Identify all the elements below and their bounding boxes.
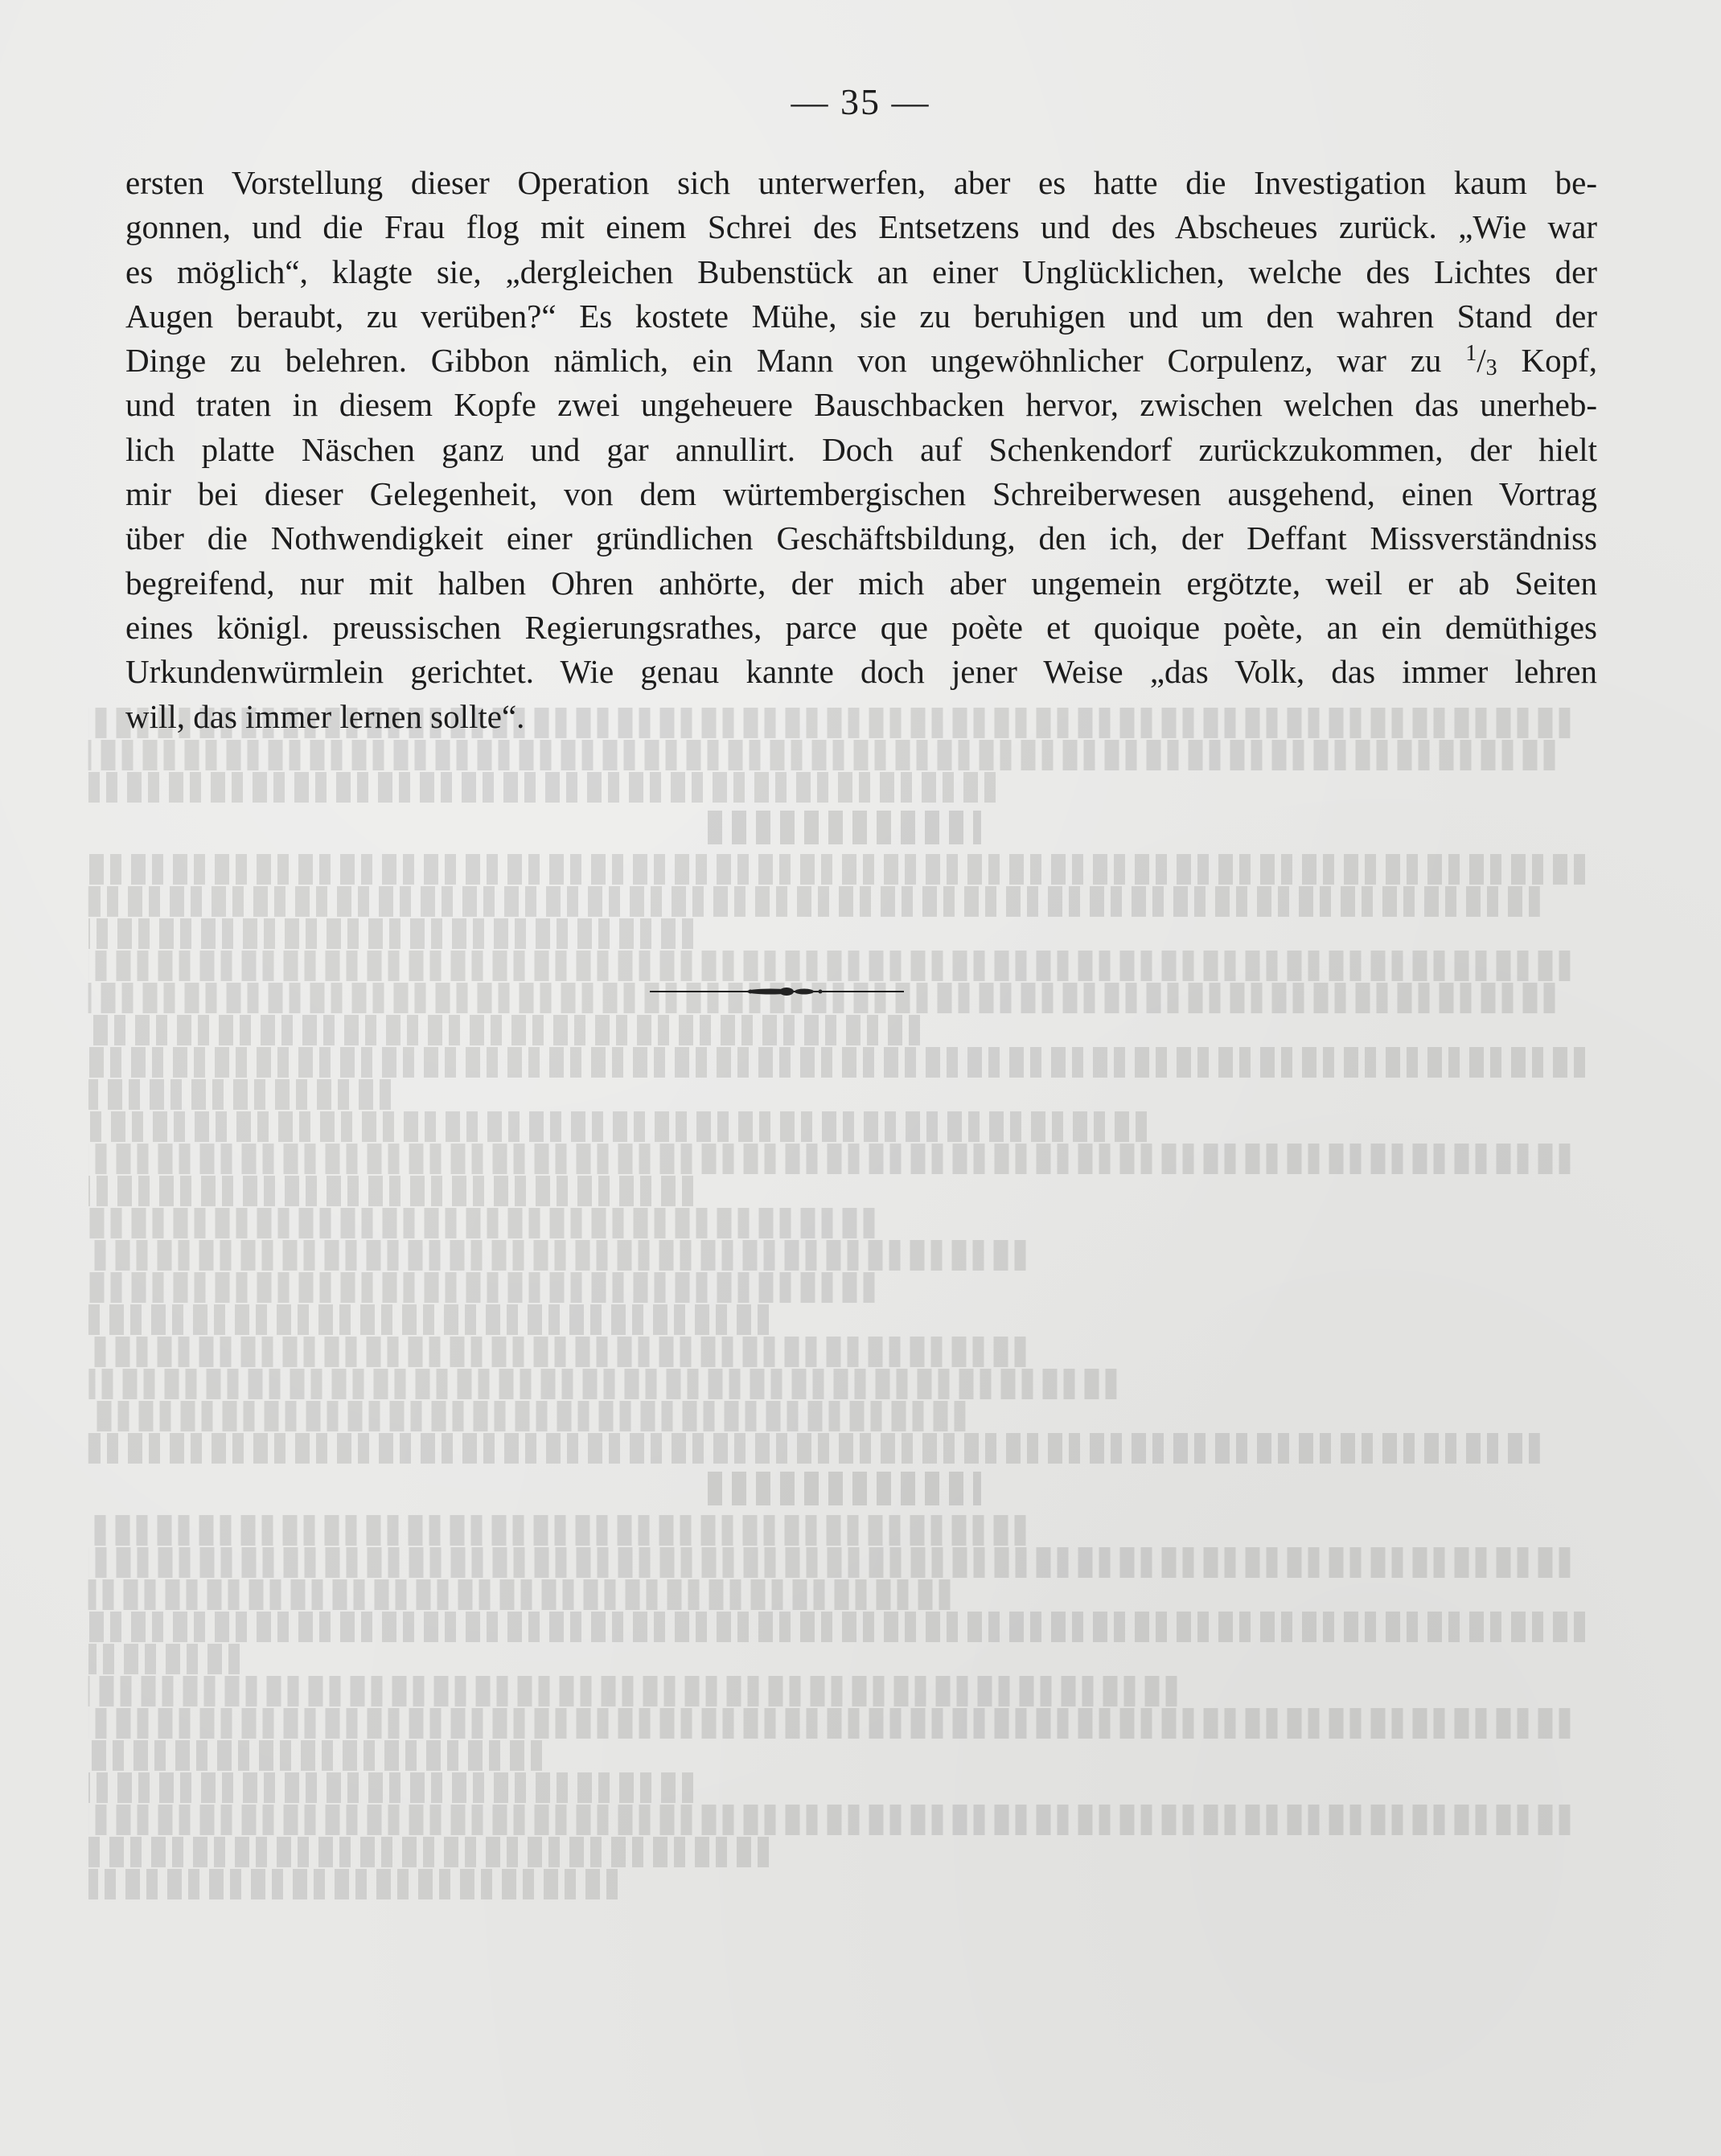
text-line: Augen beraubt, zu verüben?“ Es kostete Mühe, sie zu beruhigen und um den wahren Stand der — [125, 297, 1597, 335]
fraction-denominator: 3 — [1485, 355, 1497, 381]
text-line: und traten in diesem Kopfe zwei ungeheuere Bauschbacken hervor, zwischen welchen das unerheb- — [125, 386, 1597, 424]
end-rule-ornament — [650, 986, 904, 997]
text-line-last: will, das immer lernen sollte“. — [125, 697, 525, 735]
text-line: Urkundenwürmlein gerichtet. Wie genau kannte doch jener Weise „das Volk, das immer lehren — [125, 653, 1597, 691]
text-line: gonnen, und die Frau flog mit einem Schrei des Entsetzens und des Abscheues zurück. „Wie war — [125, 208, 1597, 246]
text-line: begreifend, nur mit halben Ohren anhörte, der mich aber ungemein ergötzte, weil er ab Seiten — [125, 564, 1597, 602]
body-paragraph — [125, 161, 1597, 739]
page-number: — 35 — — [791, 81, 930, 122]
text-line-with-fraction — [125, 339, 1597, 383]
text-line-segment: Dinge zu belehren. Gibbon nämlich, ein Mann von ungewöhnlicher Corpulenz, war zu — [125, 342, 1442, 380]
text-line: über die Nothwendigkeit einer gründlichen Geschäftsbildung, den ich, der Deffant Missverständniss — [125, 519, 1597, 557]
text-line: es möglich“, klagte sie, „dergleichen Bubenstück an einer Unglücklichen, welche des Lichtes der — [125, 253, 1597, 290]
text-line: mir bei dieser Gelegenheit, von dem würtembergischen Schreiberwesen ausgehend, einen Vortrag — [125, 475, 1597, 513]
bleed-through-text — [88, 708, 1600, 2091]
text-line-segment: Kopf, — [1521, 342, 1597, 380]
fraction-numerator: 1 — [1465, 341, 1477, 367]
fraction-slash: / — [1477, 342, 1486, 380]
text-line: eines königl. preussischen Regierungsrathes, parce que poète et quoique poète, an ein demüthiges — [125, 608, 1597, 646]
text-line: ersten Vorstellung dieser Operation sich unterwerfen, aber es hatte die Investigation kaum be- — [125, 164, 1597, 201]
text-line: lich platte Näschen ganz und gar annullirt. Doch auf Schenkendorf zurückzukommen, der hielt — [125, 430, 1597, 468]
